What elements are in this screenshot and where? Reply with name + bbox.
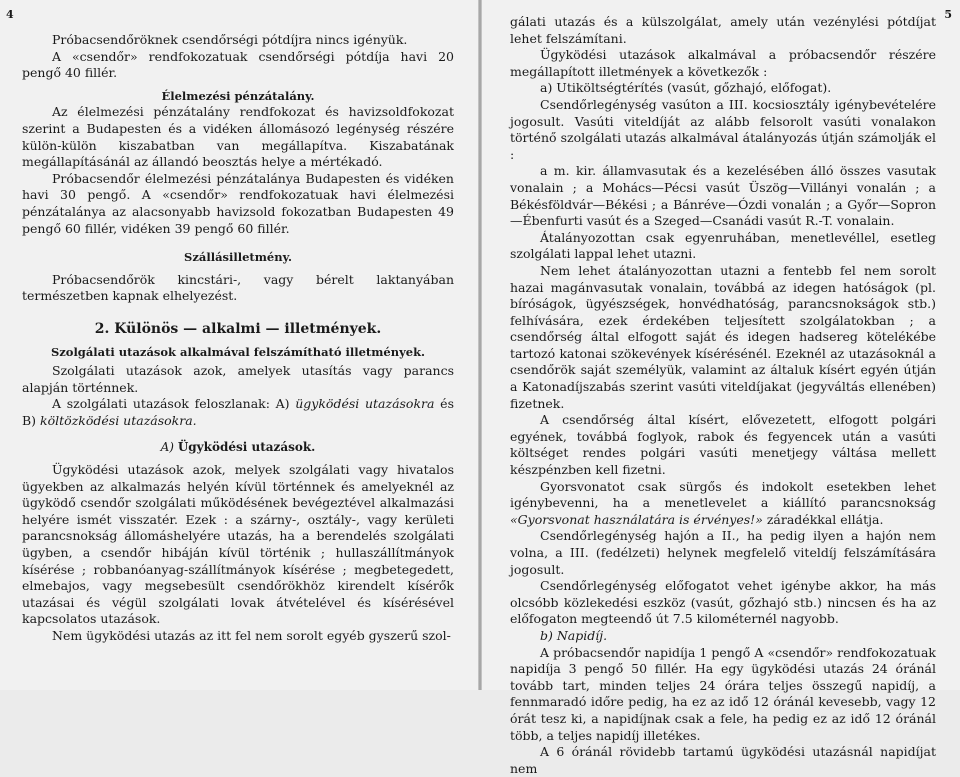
paragraph: a m. kir. államvasutak és a kezelésében álló összes vasutak vonalain ; a Mohács—Pécsi vasút Üszög—Villányi vonalán ; a Békésföldvár—Békési ; a Bánréve—Ózdi vonalán ; a Győr—Sopron—Ébenfurti vasút és a Szeged—Csanádi vasút R.-T. vonalain. [510,163,936,229]
list-item-b: b) Napidíj. [540,627,608,643]
right-page [482,0,960,776]
paragraph: Csendőrlegénység előfogatot vehet igénybe akkor, ha más olcsóbb közlekedési eszköz (vasút, gőzhajó stb.) nincsen és ha az előfogaton megteendő út 7.5 kilométernél nagyobb. [510,578,936,627]
paragraph: Szolgálati utazások azok, amelyek utasítás vagy parancs alapján történnek. [22,363,454,395]
paragraph: A próbacsendőr napidíja 1 pengő A «csendőr» rendfokozatuak napidíja 3 pengő 50 fillér. Ha egy ügyködési utazás 24 óránál tovább tart, minden teljes 24 órára teljes összegű napidíj, a fennmaradó időre pedig, ha ez az idő 12 óránál kevesebb, vagy 12 órát tesz ki, a napidíjnak csak a fele, ha pedig ez az idő 12 óránál több, a teljes napidíj illetékes. [510,644,936,743]
left-page [0,0,478,690]
paragraph: Próbacsendőr élelmezési pénzátalánya Budapesten és vidéken havi 30 pengő. A «csendőr» rendfokozatuak havi élelmezési pénzátalánya az alacsonyabb havizsold fokozatban Budapesten 49 pengő 60 fillér, vidéken 39 pengő 60 fillér. [22,170,454,236]
right-text-column [510,14,936,777]
paragraph: Csendőrlegénység vasúton a III. kocsiosztály igénybevételére jogosult. Vasúti viteldíját az alább felsorolt vasúti vonalakon történő szolgálati utazás alkalmával átalányozás útján számolják el : [510,96,936,162]
left-text-column [22,32,454,645]
paragraph: Próbacsendőröknek csendőrségi pótdíjra nincs igényük. [52,32,408,47]
paragraph: Csendőrlegénység hajón a II., ha pedig ilyen a hajón nem volna, a III. (fedélzeti) helynek megfelelő viteldíj felszámítására jogosult. [510,528,936,577]
paragraph-express-train: Gyorsvonatot csak sürgős és indokolt esetekben lehet igénybevenni, ha a menetlevelet a kiállító parancsnokság «Gyorsvonat használatára is érvényes!» záradékkal ellátja. [510,478,936,527]
section-heading: 2. Különös — alkalmi — illetmények. [94,320,382,337]
paragraph-travel-types: A szolgálati utazások feloszlanak: A) ügyködési utazásokra és B) költözködési utazásokra. [22,396,454,428]
paragraph: A «csendőr» rendfokozatuak csendőrségi pótdíja havi 20 pengő 40 fillér. [22,48,454,81]
paragraph: Ügyködési utazások azok, melyek szolgálati vagy hivatalos ügyekben az alkalmazás helyén kívül történnek és amelyeknél az ügyködő csendőr szolgálati működésének bevégeztével alkalmazási helyére ismét visszatér. Ezek : a szárny-, osztály-, vagy kerületi parancsnokság állomáshelyére utazás, ha a berendelés szolgálati ügyben, a csendőr hibáján kívül történik ; hullaszállítmányok kísérése ; robbanóanyag-szállítmányok kísérése ; megbetegedett, elmebajos, vagy megsebesült csendőrökhöz kirendelt kísérők utazásai és végül szolgálati lovak átvételével és kísérésével kapcsolatos utazások. [22,462,454,627]
page-number-left: 4 [6,8,14,21]
paragraph: Nem lehet átalányozottan utazni a fentebb fel nem sorolt hazai magánvasutak vonalain, továbbá az idegen hatóságok (pl. bíróságok, ügyészségek, honvédhatóság, parancsnokságok stb.) felhívására, ezek érdekében teljesített szolgálatokban ; a csendőrség által elfogott saját és idegen hadsereg kötelékébe tartozó katonai szökevények kísérésénél. Ezeknél az utazásoknál a csendőrök saját személyük, valamint az általuk kísért egyén útján a Katonadíjszabás szerint vasúti viteldíjakat (jegyváltás ellenében) fizetnek. [510,262,936,411]
paragraph: A csendőrség által kísért, elővezetett, elfogott polgári egyének, továbbá foglyok, rabok és fegyencek után a vasúti költséget rendes polgári vasúti menetjegy váltása mellett készpénzben kell fizetni. [510,412,936,478]
paragraph: Átalányozottan csak egyenruhában, menetlevéllel, esetleg szolgálati lappal lehet utazni. [510,229,936,262]
paragraph: Nem ügyködési utazás az itt fel nem sorolt egyéb gyszerű szol- [52,628,451,643]
paragraph: Próbacsendőrök kincstári-, vagy bérelt laktanyában természetben kapnak elhelyezést. [22,271,454,304]
paragraph: A 6 óránál rövidebb tartamú ügyködési utazásnál napidíjat nem [510,744,936,776]
paragraph: Ügyködési utazások alkalmával a próbacsendőr részére megállapított illetmények a következők : [510,47,936,79]
paragraph: gálati utazás és a külszolgálat, amely után vezénylési pótdíjat lehet felszámítani. [510,14,936,46]
heading-food-allowance: Élelmezési pénzátalány. [161,88,315,103]
heading-lodging-allowance: Szállásilletmény. [184,250,292,265]
list-item-a: a) Utiköltségtérítés (vasút, gőzhajó, előfogat). [540,80,832,96]
page-number-right: 5 [944,8,952,21]
heading-travel-allowances: Szolgálati utazások alkalmával felszámítható illetmények. [50,344,426,359]
paragraph: Az élelmezési pénzátalány rendfokozat és havizsoldfokozat szerint a Budapesten és a vidéken állomásozó legénység részére külön-külön kiszabatban van megállapítva. Kiszabatának megállapításánál az állandó beosztás helye a mértékadó. [22,104,454,170]
subheading-a: A) Ügyködési utazások. [160,440,316,455]
